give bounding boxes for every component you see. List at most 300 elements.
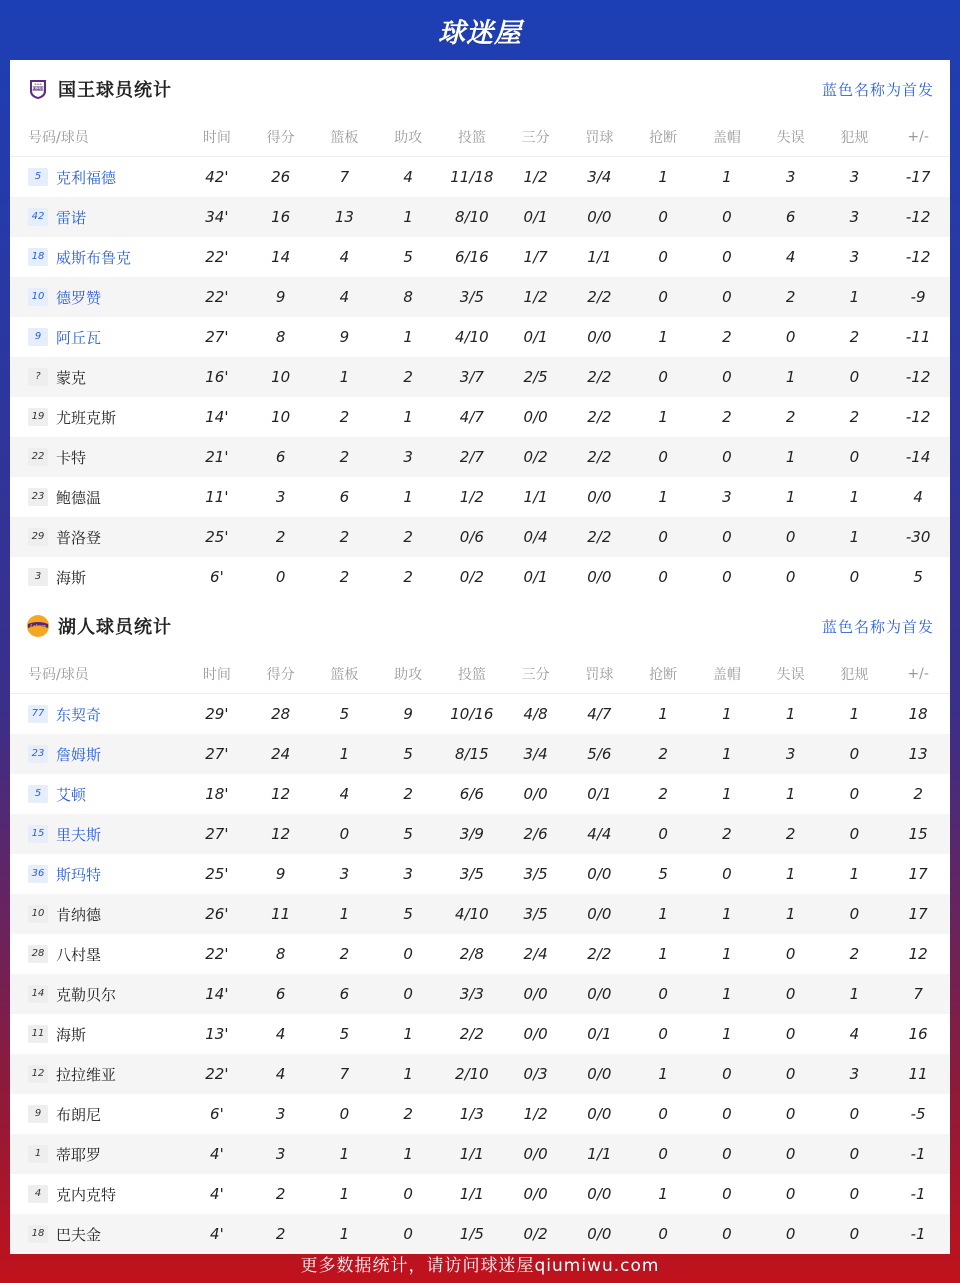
player-name[interactable]: 卡特 xyxy=(56,448,87,467)
stat-cell: 6' xyxy=(210,1105,224,1123)
stat-cell: 0/0 xyxy=(587,488,612,506)
jersey-number-badge: 9 xyxy=(28,328,48,346)
stat-cell: 1 xyxy=(785,865,796,883)
stat-cell: 11 xyxy=(271,905,291,923)
stat-cell: 0/0 xyxy=(587,1105,612,1123)
stat-cell: 4 xyxy=(785,248,796,266)
stat-cell: 0/3 xyxy=(523,1065,548,1083)
stat-cell: 0 xyxy=(722,1145,732,1163)
player-row[interactable] xyxy=(10,734,950,774)
player-row[interactable] xyxy=(10,557,950,597)
player-row[interactable] xyxy=(10,774,950,814)
stat-cell: 2 xyxy=(722,825,732,843)
stat-cell: 2 xyxy=(275,1225,286,1243)
stat-cell: 3 xyxy=(339,865,350,883)
stat-cell: 4 xyxy=(275,1065,286,1083)
stat-cell: 0 xyxy=(658,248,668,266)
player-row[interactable] xyxy=(10,517,950,557)
stat-cell: 11/18 xyxy=(450,168,494,186)
player-cell xyxy=(10,984,185,1005)
player-name[interactable]: 八村塁 xyxy=(56,945,102,964)
stat-cell: 0 xyxy=(849,1145,860,1163)
stat-cell: 3 xyxy=(849,248,860,266)
stat-cell: 7 xyxy=(339,168,350,186)
player-name[interactable]: 巴夫金 xyxy=(56,1225,102,1244)
stat-cell: 11' xyxy=(205,488,229,506)
stat-cell: -9 xyxy=(910,288,926,306)
stat-cell: 0/0 xyxy=(523,785,548,803)
stat-cell: 2 xyxy=(658,745,668,763)
column-header: 号码/球员 xyxy=(28,130,89,146)
column-header: 投篮 xyxy=(457,130,486,146)
player-cell xyxy=(10,744,185,765)
stat-cell: 14' xyxy=(205,985,229,1003)
stat-cell: 1/2 xyxy=(523,1105,548,1123)
player-row[interactable] xyxy=(10,357,950,397)
stat-cell: 2 xyxy=(785,408,796,426)
lakers-logo-icon xyxy=(26,614,50,638)
player-cell xyxy=(10,1064,185,1085)
stat-cell: 13' xyxy=(205,1025,229,1043)
stat-cell: 1/7 xyxy=(523,248,548,266)
footer-text[interactable]: 更多数据统计，请访问球迷屋qiumiwu.com xyxy=(300,1255,660,1276)
stat-cell: 0/0 xyxy=(523,408,548,426)
stat-cell: 1 xyxy=(403,408,413,426)
column-header: 助攻 xyxy=(394,667,423,683)
player-name[interactable]: 蒂耶罗 xyxy=(56,1145,102,1164)
jersey-number-badge: 12 xyxy=(28,1065,48,1083)
column-header: +/- xyxy=(907,666,929,682)
stat-cell: 2/2 xyxy=(587,945,612,963)
stat-cell: 0 xyxy=(785,528,796,546)
stat-cell: 0 xyxy=(339,1105,350,1123)
player-cell xyxy=(10,207,185,228)
stat-cell: 1 xyxy=(658,905,668,923)
stat-cell: 14' xyxy=(205,408,229,426)
stat-cell: 1 xyxy=(849,985,860,1003)
player-name[interactable]: 肯纳德 xyxy=(56,905,102,924)
stat-cell: 0 xyxy=(658,1105,668,1123)
stat-cell: 3 xyxy=(849,1065,860,1083)
stat-cell: 1 xyxy=(339,905,350,923)
player-row[interactable] xyxy=(10,814,950,854)
player-name[interactable]: 普洛登 xyxy=(56,528,102,547)
column-header: 篮板 xyxy=(330,130,359,146)
stat-cell: 0/0 xyxy=(587,208,612,226)
player-row[interactable] xyxy=(10,397,950,437)
player-cell xyxy=(10,247,185,268)
player-cell xyxy=(10,367,185,388)
stat-cell: 2 xyxy=(785,288,796,306)
stat-cell: 22' xyxy=(205,945,229,963)
stat-cell: 16' xyxy=(205,368,229,386)
stat-cell: 0/1 xyxy=(587,1025,612,1043)
stat-cell: 1 xyxy=(722,705,732,723)
column-header: +/- xyxy=(907,129,929,145)
stat-cell: 3/5 xyxy=(459,865,484,883)
stat-cell: 3 xyxy=(722,488,732,506)
player-name[interactable]: 艾顿 xyxy=(56,785,87,804)
stat-cell: 18 xyxy=(908,705,928,723)
stat-cell: 1/2 xyxy=(523,168,548,186)
player-row[interactable] xyxy=(10,854,950,894)
stat-cell: 1 xyxy=(658,945,668,963)
stat-cell: 0 xyxy=(403,1185,413,1203)
stat-cell: 1 xyxy=(849,705,860,723)
stat-cell: 3 xyxy=(849,208,860,226)
player-name[interactable]: 鲍德温 xyxy=(56,488,102,507)
stat-cell: 1 xyxy=(658,705,668,723)
stat-cell: 2 xyxy=(722,408,732,426)
stat-cell: 0 xyxy=(658,288,668,306)
stat-cell: 1 xyxy=(722,785,732,803)
player-name[interactable]: 尤班克斯 xyxy=(56,408,117,427)
stat-cell: 0/2 xyxy=(523,1225,548,1243)
stat-cell: 1 xyxy=(722,945,732,963)
stat-cell: 9 xyxy=(339,328,350,346)
player-row[interactable] xyxy=(10,1054,950,1094)
starter-legend-note: 蓝色名称为首发 xyxy=(821,80,934,99)
stat-cell: 27' xyxy=(205,825,229,843)
stat-cell: 1 xyxy=(339,368,350,386)
stat-cell: 4/8 xyxy=(523,705,548,723)
stat-cell: 2/4 xyxy=(523,945,548,963)
stat-cell: 4/10 xyxy=(455,905,489,923)
stat-cell: 7 xyxy=(339,1065,350,1083)
stat-cell: -12 xyxy=(905,408,931,426)
column-header: 得分 xyxy=(266,130,295,146)
stat-cell: 0 xyxy=(339,825,350,843)
stat-cell: 1 xyxy=(339,745,350,763)
stat-cell: 8 xyxy=(275,328,286,346)
player-name[interactable]: 雷诺 xyxy=(56,208,87,227)
player-name[interactable]: 克内克特 xyxy=(56,1185,117,1204)
player-row[interactable] xyxy=(10,694,950,734)
stat-cell: 0 xyxy=(658,448,668,466)
player-name[interactable]: 蒙克 xyxy=(56,368,87,387)
stat-cell: 0 xyxy=(849,905,860,923)
stat-cell: 1 xyxy=(658,1065,668,1083)
stat-cell: 1/1 xyxy=(587,248,612,266)
player-name[interactable]: 海斯 xyxy=(56,568,87,587)
player-row[interactable] xyxy=(10,1134,950,1174)
stat-cell: 2 xyxy=(403,368,413,386)
stat-cell: 0 xyxy=(658,208,668,226)
jersey-number-badge: 18 xyxy=(28,248,48,266)
stat-cell: 27' xyxy=(205,745,229,763)
jersey-number-badge: 29 xyxy=(28,528,48,546)
stat-cell: 8 xyxy=(403,288,413,306)
stat-cell: 1 xyxy=(403,488,413,506)
stat-cell: 6/6 xyxy=(459,785,484,803)
column-header: 篮板 xyxy=(330,667,359,683)
site-logo[interactable]: 球迷屋 xyxy=(438,17,522,49)
stat-cell: 22' xyxy=(205,288,229,306)
column-header: 号码/球员 xyxy=(28,667,89,683)
player-row[interactable] xyxy=(10,934,950,974)
stat-cell: 5 xyxy=(913,568,923,586)
stat-cell: 3/4 xyxy=(523,745,548,763)
stat-cell: 0 xyxy=(849,448,860,466)
jersey-number-badge: 1 xyxy=(28,1145,48,1163)
stat-cell: 17 xyxy=(908,865,928,883)
player-name[interactable]: 克利福德 xyxy=(56,168,117,187)
jersey-number-badge: 10 xyxy=(28,905,48,923)
stat-cell: 13 xyxy=(908,745,928,763)
stat-cell: 5 xyxy=(403,745,413,763)
stat-cell: 1 xyxy=(722,985,732,1003)
stat-cell: 2/2 xyxy=(587,528,612,546)
stat-cell: 0/0 xyxy=(523,1145,548,1163)
stat-cell: 6 xyxy=(275,985,286,1003)
stat-cell: 0 xyxy=(785,568,796,586)
stat-cell: 8/10 xyxy=(455,208,489,226)
stat-cell: 11 xyxy=(908,1065,928,1083)
stat-cell: 0 xyxy=(658,368,668,386)
player-row[interactable] xyxy=(10,197,950,237)
player-name[interactable]: 威斯布鲁克 xyxy=(56,248,132,267)
stat-cell: 0 xyxy=(722,368,732,386)
footer-banner[interactable] xyxy=(0,1243,960,1283)
stat-cell: 4 xyxy=(849,1025,860,1043)
stat-cell: 1 xyxy=(849,488,860,506)
jersey-number-badge: 28 xyxy=(28,945,48,963)
jersey-number-badge: 14 xyxy=(28,985,48,1003)
stat-cell: 0 xyxy=(722,568,732,586)
stat-cell: 42' xyxy=(205,168,229,186)
player-row[interactable] xyxy=(10,1094,950,1134)
stat-cell: 16 xyxy=(271,208,291,226)
stat-cell: 0 xyxy=(785,1025,796,1043)
stats-card xyxy=(10,60,950,1243)
player-row[interactable] xyxy=(10,277,950,317)
stat-cell: 8/15 xyxy=(455,745,489,763)
stat-cell: 0/0 xyxy=(523,1185,548,1203)
stat-cell: 0 xyxy=(658,985,668,1003)
player-name[interactable]: 德罗赞 xyxy=(56,288,102,307)
stat-cell: 28 xyxy=(271,705,291,723)
stat-cell: 0 xyxy=(658,1225,668,1243)
stat-cell: 5 xyxy=(403,248,413,266)
stat-cell: 3/9 xyxy=(459,825,484,843)
stat-cell: 1 xyxy=(785,785,796,803)
svg-text:Lakers: Lakers xyxy=(30,623,46,629)
player-row[interactable] xyxy=(10,317,950,357)
stat-cell: 0/1 xyxy=(523,208,548,226)
column-header: 抢断 xyxy=(649,667,678,683)
stat-cell: 26 xyxy=(271,168,291,186)
stat-cell: 0/0 xyxy=(587,1065,612,1083)
table-header-row xyxy=(10,655,950,694)
stat-cell: 0/2 xyxy=(523,448,548,466)
stat-cell: 0/6 xyxy=(459,528,484,546)
team-header xyxy=(10,597,950,655)
jersey-number-badge: 5 xyxy=(28,785,48,803)
stat-cell: 0/0 xyxy=(587,328,612,346)
stat-cell: 1/1 xyxy=(523,488,548,506)
stat-cell: 25' xyxy=(205,528,229,546)
stat-cell: 5 xyxy=(403,825,413,843)
player-row[interactable] xyxy=(10,237,950,277)
stat-cell: 5 xyxy=(339,705,350,723)
stat-cell: 2 xyxy=(339,528,350,546)
stat-cell: 0 xyxy=(658,825,668,843)
player-row[interactable] xyxy=(10,974,950,1014)
jersey-number-badge: 3 xyxy=(28,568,48,586)
player-cell xyxy=(10,1144,185,1165)
stat-cell: 14 xyxy=(271,248,291,266)
player-name[interactable]: 东契奇 xyxy=(56,705,102,724)
player-name[interactable]: 拉拉维亚 xyxy=(56,1065,117,1084)
player-row[interactable] xyxy=(10,157,950,197)
stat-cell: 9 xyxy=(403,705,413,723)
stat-cell: 3/3 xyxy=(459,985,484,1003)
stat-cell: 0 xyxy=(785,985,796,1003)
stat-cell: 2/2 xyxy=(459,1025,484,1043)
player-cell xyxy=(10,167,185,188)
stat-cell: -1 xyxy=(910,1225,926,1243)
stat-cell: 22' xyxy=(205,248,229,266)
jersey-number-badge: 77 xyxy=(28,705,48,723)
stat-cell: 0 xyxy=(849,745,860,763)
player-cell xyxy=(10,407,185,428)
column-header: 三分 xyxy=(521,667,550,683)
stat-cell: 0/2 xyxy=(459,568,484,586)
stat-cell: 9 xyxy=(275,865,286,883)
stat-cell: 3 xyxy=(275,1105,286,1123)
stat-cell: -1 xyxy=(910,1185,926,1203)
stat-cell: 1 xyxy=(722,1025,732,1043)
player-name[interactable]: 里夫斯 xyxy=(56,825,102,844)
stat-cell: 3/5 xyxy=(523,865,548,883)
stat-cell: 0 xyxy=(275,568,286,586)
stat-cell: 2 xyxy=(849,328,860,346)
player-cell xyxy=(10,944,185,965)
stat-cell: 0/0 xyxy=(587,1185,612,1203)
stat-cell: 1 xyxy=(849,288,860,306)
stat-cell: -5 xyxy=(910,1105,926,1123)
player-row[interactable] xyxy=(10,894,950,934)
stat-cell: 0/4 xyxy=(523,528,548,546)
stat-cell: 10/16 xyxy=(450,705,494,723)
stat-cell: 2/7 xyxy=(459,448,484,466)
player-row[interactable] xyxy=(10,1174,950,1214)
stat-cell: 3 xyxy=(403,865,413,883)
jersey-number-badge: 9 xyxy=(28,1105,48,1123)
stat-cell: -12 xyxy=(905,208,931,226)
player-cell xyxy=(10,1024,185,1045)
table-header-row xyxy=(10,118,950,157)
stat-cell: 4 xyxy=(403,168,413,186)
stat-cell: 0/0 xyxy=(587,865,612,883)
stat-cell: 0 xyxy=(658,1025,668,1043)
stat-cell: 0 xyxy=(722,865,732,883)
stat-cell: 26' xyxy=(205,905,229,923)
player-cell xyxy=(10,327,185,348)
stat-cell: 2 xyxy=(275,1185,286,1203)
player-row[interactable] xyxy=(10,437,950,477)
stat-cell: 10 xyxy=(271,408,291,426)
column-header: 得分 xyxy=(266,667,295,683)
stat-cell: 6 xyxy=(275,448,286,466)
stat-cell: 1 xyxy=(849,865,860,883)
stat-cell: 7 xyxy=(913,985,923,1003)
stat-cell: 1/1 xyxy=(459,1145,484,1163)
stat-cell: -11 xyxy=(905,328,931,346)
stat-cell: 10 xyxy=(271,368,291,386)
stat-cell: 3 xyxy=(275,488,286,506)
jersey-number-badge: 18 xyxy=(28,1225,48,1243)
player-cell xyxy=(10,864,185,885)
stat-cell: 15 xyxy=(908,825,928,843)
stat-cell: 0 xyxy=(849,825,860,843)
player-cell xyxy=(10,1224,185,1245)
stat-cell: 2/5 xyxy=(523,368,548,386)
stat-cell: 29' xyxy=(205,705,229,723)
column-header: 犯规 xyxy=(840,667,869,683)
player-name[interactable]: 斯玛特 xyxy=(56,865,102,884)
stat-cell: 1 xyxy=(403,208,413,226)
team-title: 湖人球员统计 xyxy=(58,617,172,638)
player-name[interactable]: 布朗尼 xyxy=(56,1105,102,1124)
stat-cell: 16 xyxy=(908,1025,928,1043)
player-name[interactable]: 阿丘瓦 xyxy=(56,328,102,347)
stat-cell: 0 xyxy=(658,1145,668,1163)
stat-cell: 27' xyxy=(205,328,229,346)
stat-cell: 0 xyxy=(785,1105,796,1123)
stat-cell: 4/4 xyxy=(587,825,612,843)
stat-cell: 0 xyxy=(658,528,668,546)
stat-cell: 1 xyxy=(785,448,796,466)
stat-cell: 12 xyxy=(271,785,291,803)
stat-cell: 2 xyxy=(785,825,796,843)
kings-logo-icon xyxy=(26,77,50,101)
stat-cell: -30 xyxy=(905,528,931,546)
stat-cell: 2 xyxy=(339,448,350,466)
player-cell xyxy=(10,1184,185,1205)
player-name[interactable]: 克勒贝尔 xyxy=(56,985,117,1004)
stat-cell: 1 xyxy=(849,528,860,546)
player-row[interactable] xyxy=(10,477,950,517)
jersey-number-badge: 11 xyxy=(28,1025,48,1043)
stat-cell: 1 xyxy=(658,1185,668,1203)
stat-cell: 1 xyxy=(403,1025,413,1043)
stat-cell: 1 xyxy=(722,168,732,186)
team-title: 国王球员统计 xyxy=(58,80,172,101)
stat-cell: 0 xyxy=(403,985,413,1003)
player-cell xyxy=(10,567,185,588)
player-cell xyxy=(10,527,185,548)
stat-cell: 0/1 xyxy=(587,785,612,803)
player-name[interactable]: 海斯 xyxy=(56,1025,87,1044)
stat-cell: 2 xyxy=(658,785,668,803)
stat-cell: 0 xyxy=(722,1105,732,1123)
stat-cell: 2/2 xyxy=(587,288,612,306)
stat-cell: 0/1 xyxy=(523,328,548,346)
stat-cell: 2/2 xyxy=(587,408,612,426)
column-header: 犯规 xyxy=(840,130,869,146)
stat-cell: 4 xyxy=(339,288,350,306)
stat-cell: 1 xyxy=(339,1185,350,1203)
column-header: 失误 xyxy=(776,667,805,683)
stat-cell: 34' xyxy=(205,208,229,226)
stat-cell: 0 xyxy=(849,568,860,586)
svg-text:KINGS: KINGS xyxy=(32,86,44,91)
player-name[interactable]: 詹姆斯 xyxy=(56,745,102,764)
stat-cell: 2/2 xyxy=(587,448,612,466)
stat-cell: 2 xyxy=(403,568,413,586)
player-row[interactable] xyxy=(10,1014,950,1054)
